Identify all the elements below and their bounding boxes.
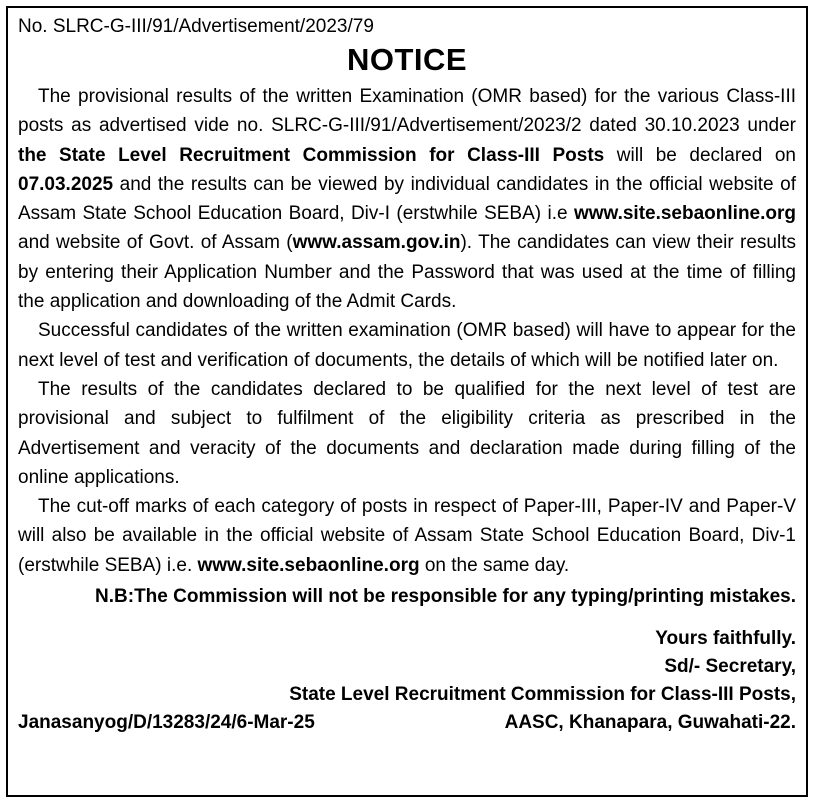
- janasanyog-code: Janasanyog/D/13283/24/6-Mar-25: [18, 712, 315, 734]
- paragraph-cutoff-marks: [18, 492, 796, 580]
- commission-name-bold: the State Level Recruitment Commission for Class-III Posts: [18, 144, 605, 166]
- seba-website: www.site.sebaonline.org: [573, 203, 796, 225]
- notice-title: NOTICE: [346, 42, 468, 77]
- para4-text-1: The cut-off marks of each category of posts in respect of Paper-III, Paper-IV and Paper-V will also be available in the official website of Assam State School Education Board, Div-1 (erstwhile SEBA) i.e.: [18, 496, 796, 576]
- para1-text-5: ). The candidates can view their results by entering their Application Number and the Password that was used at the time of filling the application and downloading of the Admit Cards.: [18, 232, 796, 313]
- result-date: 07.03.2025: [18, 173, 114, 195]
- para1-text-4: and website of Govt. of Assam (: [18, 232, 293, 254]
- notice-content: [18, 14, 796, 737]
- seba-website-cutoff: www.site.sebaonline.org: [197, 554, 420, 576]
- para1-text-3: and the results can be viewed by individual candidates in the official website of Assam State School Education Board, Div-I (erstwhile SEBA) i.e: [18, 173, 796, 225]
- paragraph-provisional-results: The results of the candidates declared to be qualified for the next level of test are provisional and subject to fulfilment of the eligibility criteria as prescribed in the Advertisement and veracity of the documents and declaration made during filling of the online applications.: [18, 378, 796, 488]
- assam-gov-website: www.assam.gov.in: [292, 232, 461, 254]
- para1-text-2: will be declared on: [604, 144, 796, 166]
- para1-text-1: The provisional results of the written Examination (OMR based) for the various Class-III posts as advertised vide no. SLRC-G-III/91/Advertisement/2023/2 dated 30.10.2023 under: [18, 86, 796, 137]
- para4-text-2: on the same day.: [419, 554, 570, 576]
- nb-disclaimer: N.B:The Commission will not be responsible for any typing/printing mistakes.: [95, 586, 796, 608]
- signature-yours-faithfully: Yours faithfully.: [655, 628, 796, 650]
- signature-bottom-row: [18, 709, 796, 737]
- signature-block: [18, 625, 796, 737]
- commission-address: AASC, Khanapara, Guwahati-22.: [504, 712, 796, 734]
- signature-secretary: Sd/- Secretary,: [664, 656, 796, 678]
- signature-commission: State Level Recruitment Commission for Class-III Posts,: [289, 684, 796, 706]
- paragraph-successful-candidates: Successful candidates of the written examination (OMR based) will have to appear for the next level of test and verification of documents, the details of which will be notified later on.: [18, 320, 796, 371]
- paragraph-results-declaration: [18, 82, 796, 316]
- reference-number: No. SLRC-G-III/91/Advertisement/2023/79: [18, 16, 374, 37]
